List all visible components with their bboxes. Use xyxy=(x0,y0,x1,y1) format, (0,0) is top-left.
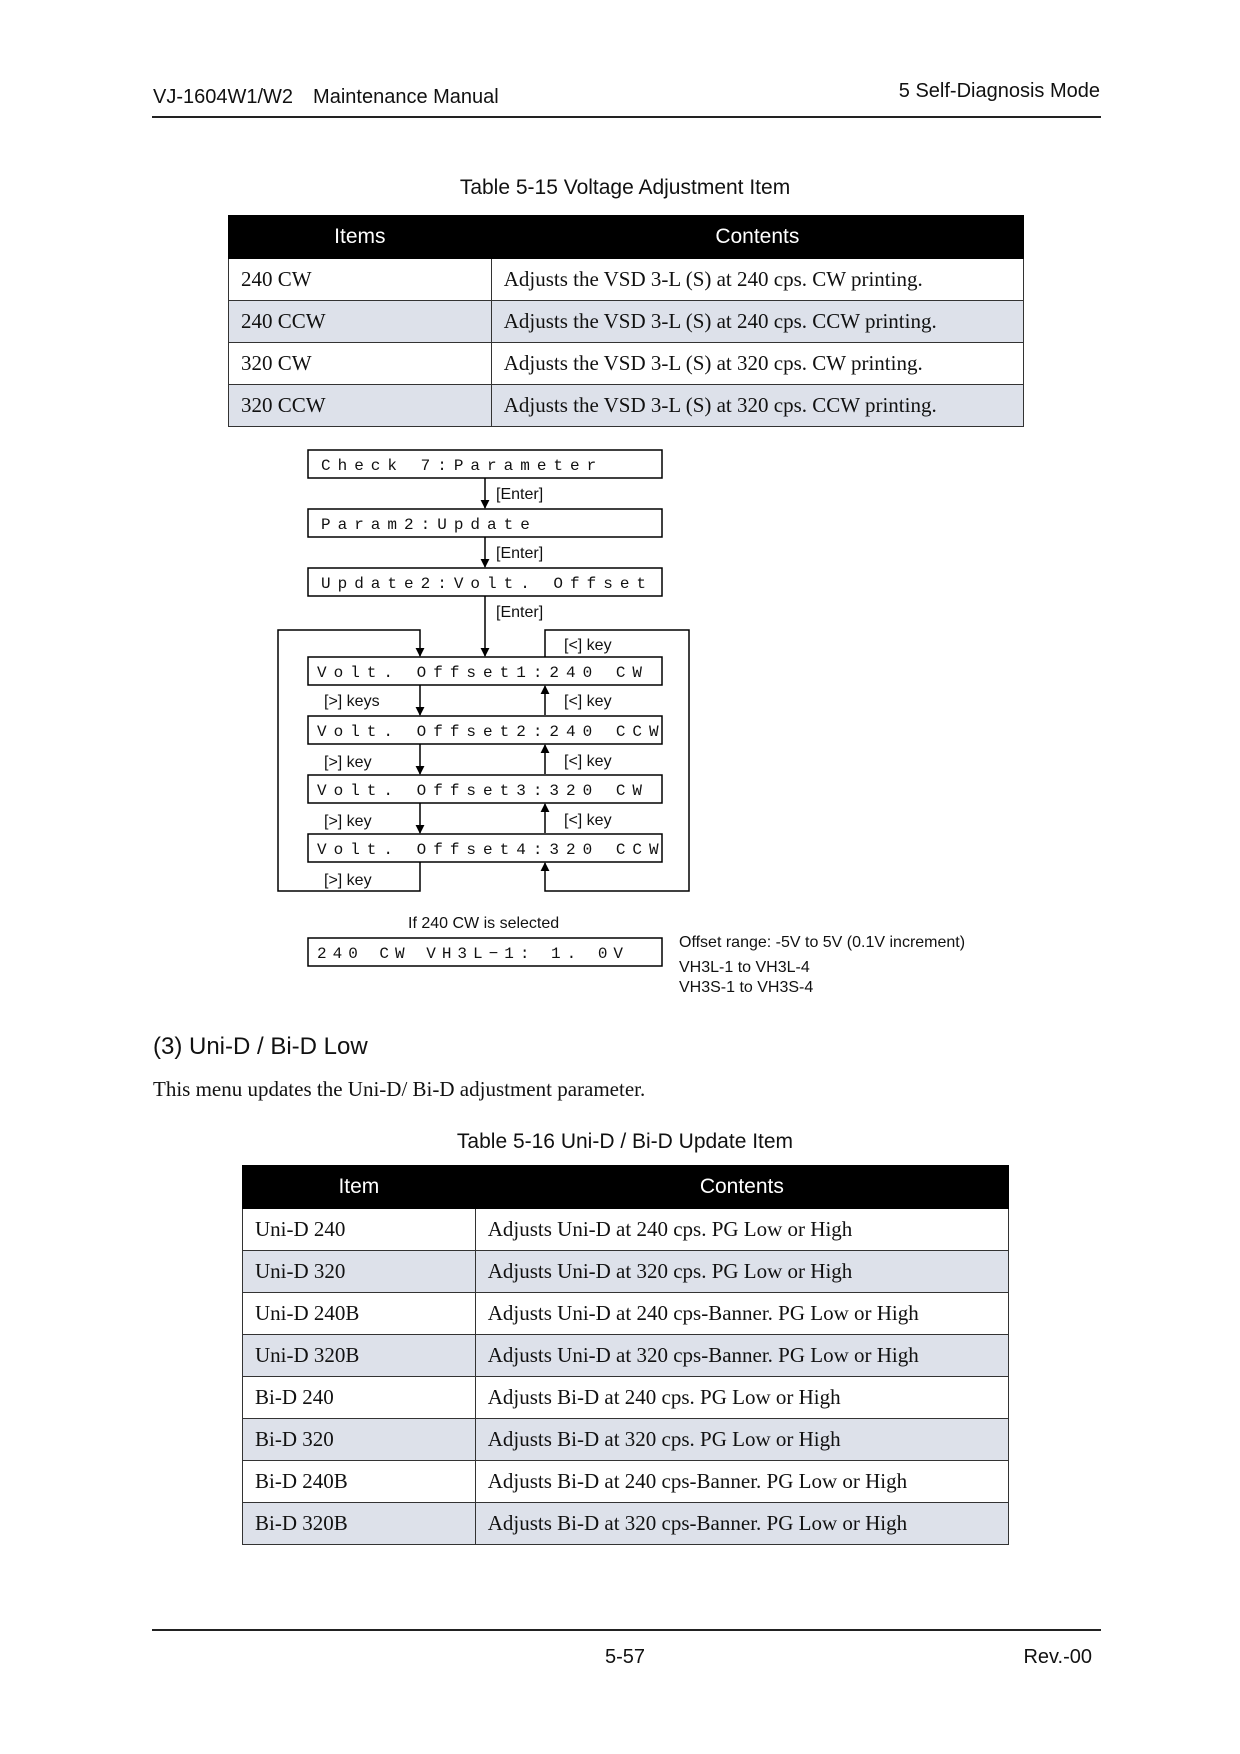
key-label: [>] keys xyxy=(324,693,380,710)
section-paragraph: This menu updates the Uni-D/ Bi-D adjustment parameter. xyxy=(153,1077,646,1101)
table-cell: Adjusts Uni-D at 320 cps. PG Low or High xyxy=(475,1251,1008,1293)
lcd-text: Volt. Offset4:320 CCW xyxy=(317,841,666,859)
table-cell: Bi-D 320B xyxy=(243,1503,476,1545)
lcd-text: Check 7:Parameter xyxy=(321,457,604,475)
table-row xyxy=(243,1377,1009,1419)
table-row xyxy=(243,1209,1009,1251)
table-cell: Bi-D 320 xyxy=(243,1419,476,1461)
header-chapter: 5 Self-Diagnosis Mode xyxy=(898,80,1100,102)
column-header: Contents xyxy=(491,216,1023,259)
selected-note: If 240 CW is selected xyxy=(408,915,560,932)
table-cell: Uni-D 240B xyxy=(243,1293,476,1335)
column-header: Item xyxy=(243,1166,476,1209)
table-cell: Adjusts Bi-D at 240 cps-Banner. PG Low or High xyxy=(475,1461,1008,1503)
lcd-text: Volt. Offset2:240 CCW xyxy=(317,723,666,741)
key-label: [<] key xyxy=(564,753,612,770)
lcd-text: 240 CW VH3L−1: 1. 0V xyxy=(317,945,630,963)
table-cell: Uni-D 320B xyxy=(243,1335,476,1377)
uni-bi-d-update-table xyxy=(242,1165,1009,1545)
vh3s-range-note: VH3S-1 to VH3S-4 xyxy=(679,979,814,996)
key-label: [>] key xyxy=(324,872,372,889)
table-cell: 320 CCW xyxy=(229,385,492,427)
table-cell: Adjusts Uni-D at 240 cps. PG Low or High xyxy=(475,1209,1008,1251)
table2-caption: Table 5-16 Uni-D / Bi-D Update Item xyxy=(456,1130,794,1153)
column-header: Items xyxy=(229,216,492,259)
table-cell: Adjusts Bi-D at 240 cps. PG Low or High xyxy=(475,1377,1008,1419)
table-cell: Uni-D 240 xyxy=(243,1209,476,1251)
table1-caption: Table 5-15 Voltage Adjustment Item xyxy=(459,176,791,199)
header-title: VJ-1604W1/W2 Maintenance Manual xyxy=(153,86,499,108)
key-label: [<] key xyxy=(564,637,612,654)
table-cell: Adjusts the VSD 3-L (S) at 240 cps. CW printing. xyxy=(491,259,1023,301)
section-title: (3) Uni-D / Bi-D Low xyxy=(153,1033,368,1060)
table-cell: Bi-D 240B xyxy=(243,1461,476,1503)
footer-rule xyxy=(152,1629,1101,1631)
table-row xyxy=(243,1503,1009,1545)
enter-label: [Enter] xyxy=(496,604,544,621)
table-cell: Adjusts Uni-D at 320 cps-Banner. PG Low or High xyxy=(475,1335,1008,1377)
table-cell: 240 CW xyxy=(229,259,492,301)
column-header: Contents xyxy=(475,1166,1008,1209)
table-cell: Adjusts the VSD 3-L (S) at 320 cps. CW printing. xyxy=(491,343,1023,385)
table-cell: Adjusts Uni-D at 240 cps-Banner. PG Low or High xyxy=(475,1293,1008,1335)
table-row xyxy=(243,1419,1009,1461)
table-cell: Adjusts Bi-D at 320 cps-Banner. PG Low or High xyxy=(475,1503,1008,1545)
table-row xyxy=(243,1461,1009,1503)
table-cell: Adjusts the VSD 3-L (S) at 320 cps. CCW printing. xyxy=(491,385,1023,427)
key-label: [>] key xyxy=(324,813,372,830)
table-cell: 240 CCW xyxy=(229,301,492,343)
lcd-text: Update2:Volt. Offset xyxy=(321,575,654,593)
table-row xyxy=(243,1293,1009,1335)
key-label: [<] key xyxy=(564,693,612,710)
table-cell: Uni-D 320 xyxy=(243,1251,476,1293)
page-number: 5-57 xyxy=(604,1646,646,1668)
table-row xyxy=(243,1251,1009,1293)
table-row xyxy=(243,1335,1009,1377)
lcd-text: Param2:Update xyxy=(321,516,537,534)
table-cell: Bi-D 240 xyxy=(243,1377,476,1419)
table-header-row xyxy=(243,1166,1009,1209)
revision: Rev.-00 xyxy=(1023,1646,1092,1668)
offset-range-note: Offset range: -5V to 5V (0.1V increment) xyxy=(679,934,966,951)
enter-label: [Enter] xyxy=(496,545,544,562)
table-cell: 320 CW xyxy=(229,343,492,385)
table-cell: Adjusts the VSD 3-L (S) at 240 cps. CCW printing. xyxy=(491,301,1023,343)
key-label: [>] key xyxy=(324,754,372,771)
enter-label: [Enter] xyxy=(496,486,544,503)
vh3l-range-note: VH3L-1 to VH3L-4 xyxy=(679,959,810,976)
lcd-text: Volt. Offset1:240 CW xyxy=(317,664,650,682)
lcd-text: Volt. Offset3:320 CW xyxy=(317,782,650,800)
table-cell: Adjusts Bi-D at 320 cps. PG Low or High xyxy=(475,1419,1008,1461)
key-label: [<] key xyxy=(564,812,612,829)
